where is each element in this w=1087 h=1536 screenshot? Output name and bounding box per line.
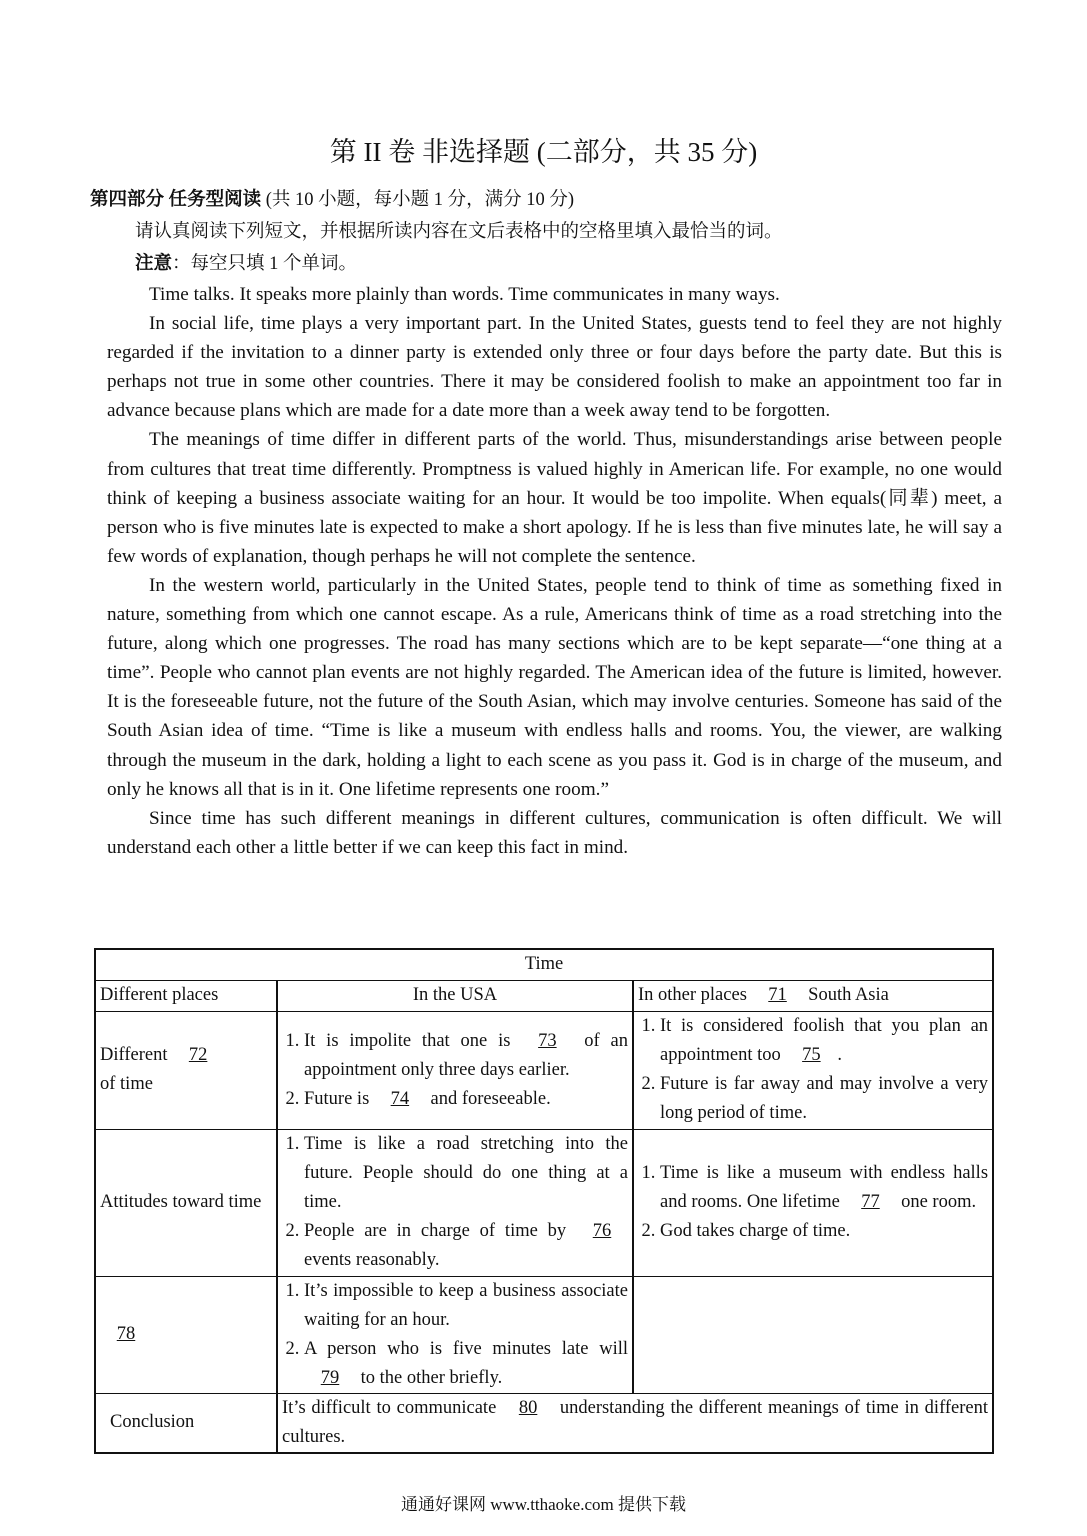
blank-71: 71 bbox=[768, 985, 787, 1005]
list-item bbox=[660, 1159, 988, 1217]
list-item bbox=[304, 1027, 628, 1085]
paragraph: Since time has such different meanings in different cultures, communication is often difficult. We will understand each other a little better if we can keep this fact in mind. bbox=[107, 807, 1002, 858]
cell-text: of an appointment only three days earlier. bbox=[304, 1030, 629, 1080]
row-label-conclusion: Conclusion bbox=[95, 1393, 277, 1453]
list-item: 2. God takes charge of time. bbox=[660, 1217, 988, 1246]
header-other-text: In other places bbox=[638, 985, 752, 1005]
row-label-meanings bbox=[95, 1011, 277, 1129]
cell-text: It’s difficult to communicate bbox=[282, 1397, 503, 1418]
blank-79: 79 bbox=[320, 1367, 340, 1388]
cell-text: events reasonably. bbox=[304, 1250, 440, 1270]
cell-text: People are in charge of time by bbox=[304, 1221, 576, 1241]
section-heading-label: 第四部分 任务型阅读 bbox=[90, 190, 262, 210]
cell-text: . bbox=[837, 1045, 842, 1065]
blank-72: 72 bbox=[188, 1045, 208, 1065]
section-heading bbox=[90, 186, 574, 214]
usa-row3-cell bbox=[277, 1276, 633, 1393]
paragraph: The meanings of time differ in different parts of the world. Thus, misunderstandings arise between people from cultures that treat time differently. Promptness is valued highly in American life. For example, no one would think of keeping a business associate waiting for an hour. It would be too impolite. When equals(同辈) meet, a person who is five minutes late is expected to make a short apology. If he is less than five minutes late, he will say a few words of explanation, though perhaps he will not complete the sentence. bbox=[107, 429, 1002, 567]
blank-74: 74 bbox=[390, 1088, 410, 1109]
row-label-78 bbox=[95, 1276, 277, 1393]
header-other-places bbox=[633, 980, 993, 1011]
cell-text: A person who is five minutes late will bbox=[304, 1338, 628, 1359]
cell-text: It is impolite that one is bbox=[304, 1030, 522, 1051]
section-heading-note: (共 10 小题，每小题 1 分，满分 10 分) bbox=[261, 190, 575, 210]
usa-attitudes-cell bbox=[277, 1129, 633, 1276]
cell-text: to the other briefly. bbox=[356, 1367, 503, 1388]
page-title: 第 II 卷 非选择题 (二部分，共 35 分) bbox=[329, 137, 758, 167]
row-label-text: Different bbox=[100, 1045, 173, 1065]
blank-73: 73 bbox=[538, 1030, 557, 1051]
row-label-attitudes: Attitudes toward time bbox=[95, 1129, 277, 1276]
paragraph: In the western world, particularly in the United States, people tend to think of time as something fixed in nature, something from which one cannot escape. As a rule, Americans think of time as a road stretching into the future, along which one progresses. The road has many sections which are to be kept separate—“one thing at a time”. People who cannot plan events are not highly regarded. The American idea of the future is limited, however. It is the foreseeable future, not the future of the South Asian, which may involve centuries. Someone has said of the South Asian idea of time. “Time is like a museum with endless halls and rooms. You, the viewer, are walking through the museum in the dark, holding a light to each scene as you pass it. God is in charge of the museum, and only he knows all that is in it. One lifetime represents one room.” bbox=[107, 574, 1002, 800]
notice bbox=[135, 250, 357, 278]
usa-meanings-cell bbox=[277, 1011, 633, 1129]
list-item bbox=[304, 1085, 628, 1114]
blank-77: 77 bbox=[861, 1192, 880, 1212]
table-title: Time bbox=[95, 949, 993, 980]
paragraph: In social life, time plays a very important part. In the United States, guests tend to feel they are not highly regarded if the invitation to a dinner party is extended only three or four days before the party date. But this is perhaps not true in some other countries. There it may be considered foolish to make an appointment too far in advance because plans which are made for a date more than a week away tend to be forgotten. bbox=[107, 313, 1002, 422]
cell-text: Time is like a museum with endless halls and rooms. One lifetime bbox=[660, 1163, 989, 1212]
list-item: 2. Future is far away and may involve a very long period of time. bbox=[660, 1070, 988, 1128]
list-item bbox=[660, 1012, 988, 1070]
row-label-text: of time bbox=[100, 1074, 153, 1094]
blank-75: 75 bbox=[802, 1045, 821, 1065]
cell-text: one room. bbox=[896, 1192, 977, 1212]
blank-76: 76 bbox=[592, 1221, 612, 1241]
blank-78: 78 bbox=[116, 1324, 136, 1344]
instruction: 请认真阅读下列短文，并根据所读内容在文后表格中的空格里填入最恰当的词。 bbox=[135, 222, 783, 242]
header-different-places: Different places bbox=[95, 980, 277, 1011]
header-other-text: South Asia bbox=[803, 985, 889, 1005]
notice-text: ：每空只填 1 个单词。 bbox=[172, 254, 358, 274]
list-item bbox=[304, 1217, 628, 1275]
cell-text: understanding the different meanings of time in different cultures. bbox=[282, 1397, 989, 1447]
empty-cell bbox=[633, 1276, 993, 1393]
list-item: 1. It’s impossible to keep a business associate waiting for an hour. bbox=[304, 1277, 628, 1335]
footer: 通通好课网 www.tthaoke.com 提供下载 bbox=[400, 1495, 687, 1514]
cell-text: It is considered foolish that you plan an appointment too bbox=[660, 1016, 989, 1065]
list-item: 1. Time is like a road stretching into the future. People should do one thing at a time. bbox=[304, 1130, 628, 1217]
cell-text: and foreseeable. bbox=[425, 1088, 551, 1109]
blank-80: 80 bbox=[518, 1397, 538, 1418]
conclusion-cell bbox=[277, 1393, 993, 1453]
list-item bbox=[304, 1335, 628, 1393]
summary-table bbox=[94, 948, 994, 1454]
header-in-usa: In the USA bbox=[277, 980, 633, 1011]
reading-passage bbox=[107, 280, 1002, 862]
other-meanings-cell bbox=[633, 1011, 993, 1129]
other-attitudes-cell bbox=[633, 1129, 993, 1276]
cell-text: Future is bbox=[304, 1088, 374, 1109]
notice-label: 注意 bbox=[135, 254, 173, 274]
paragraph: Time talks. It speaks more plainly than words. Time communicates in many ways. bbox=[149, 284, 780, 305]
